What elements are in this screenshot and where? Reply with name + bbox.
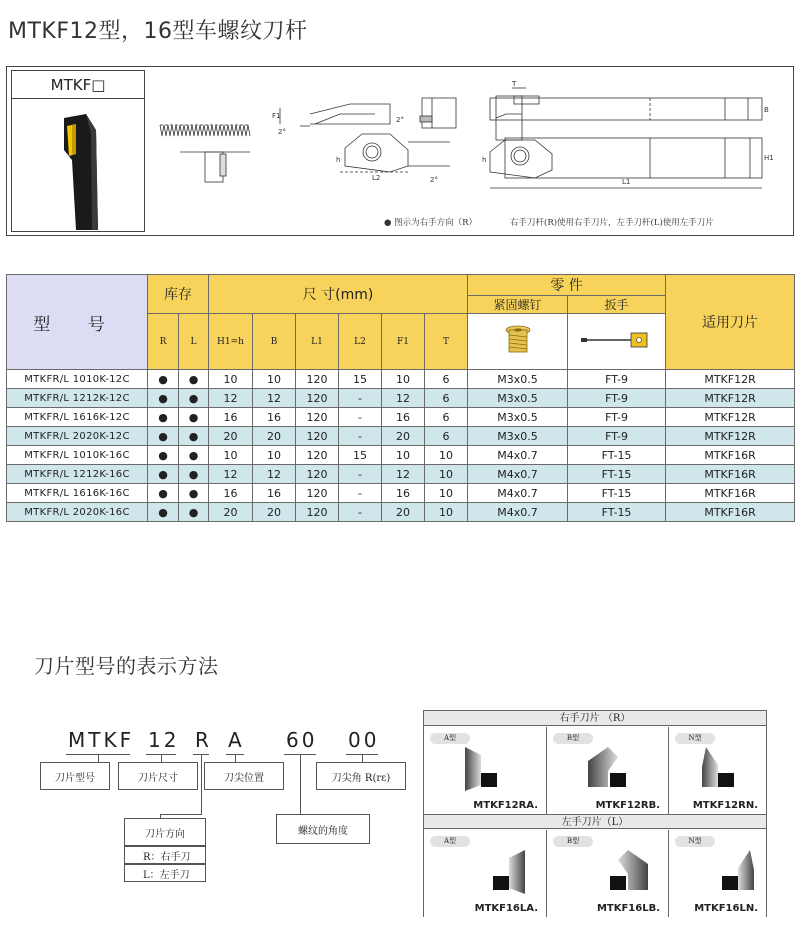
table-cell: 15 xyxy=(339,446,382,465)
table-cell: 12 xyxy=(382,389,425,408)
dim-label: 2° xyxy=(430,176,438,184)
insert-shape-icon xyxy=(578,741,658,795)
table-cell: MTKF12R xyxy=(666,370,795,389)
table-cell: 120 xyxy=(296,446,339,465)
table-cell: MTKFR/L 1616K-16C xyxy=(7,484,148,503)
insert-type-grid xyxy=(423,710,767,917)
table-cell: ● xyxy=(148,408,179,427)
photo-label: MTKF□ xyxy=(12,71,144,99)
dim-label: 2° xyxy=(396,116,404,124)
code-angle: 60 xyxy=(286,728,318,752)
table-cell: 6 xyxy=(425,370,468,389)
table-cell: 10 xyxy=(425,465,468,484)
table-cell: 20 xyxy=(253,427,296,446)
table-cell: 10 xyxy=(253,446,296,465)
table-cell: ● xyxy=(148,503,179,522)
insert-type-label: N型 xyxy=(675,733,715,744)
box-radius: 刀尖角 R(rε) xyxy=(316,762,406,790)
table-cell: 120 xyxy=(296,503,339,522)
insert-name: MTKF12RA. xyxy=(473,800,538,811)
table-cell: MTKFR/L 1616K-12C xyxy=(7,408,148,427)
table-cell: M4x0.7 xyxy=(468,503,568,522)
box-angle: 螺纹的角度 xyxy=(276,814,370,844)
table-row xyxy=(7,503,795,522)
dim-label: F1 xyxy=(272,112,281,120)
box-position: 刀尖位置 xyxy=(204,762,284,790)
table-cell: 120 xyxy=(296,370,339,389)
table-cell: 20 xyxy=(382,427,425,446)
table-cell: - xyxy=(339,389,382,408)
table-cell: MTKFR/L 1212K-16C xyxy=(7,465,148,484)
dim-label: h xyxy=(482,156,487,164)
code-radius: 00 xyxy=(348,728,380,752)
designation-title: 刀片型号的表示方法 xyxy=(34,654,219,678)
technical-drawing xyxy=(150,80,790,215)
usage-note: 右手刀杆(R)使用右手刀片，左手刀杆(L)使用左手刀片 xyxy=(510,218,714,228)
insert-image xyxy=(455,844,535,902)
insert-cell xyxy=(424,830,546,917)
table-cell: 120 xyxy=(296,408,339,427)
insert-name: MTKF16LN. xyxy=(694,903,758,914)
header-wrench: 扳手 xyxy=(568,296,666,314)
subheader-l2: L2 xyxy=(339,314,382,370)
subheader-f1: F1 xyxy=(382,314,425,370)
table-cell: 10 xyxy=(382,370,425,389)
table-cell: FT-15 xyxy=(568,484,666,503)
insert-image xyxy=(455,741,535,799)
header-stock: 库存 xyxy=(148,275,209,314)
insert-image xyxy=(688,844,768,902)
subheader-h1: H1=h xyxy=(209,314,253,370)
insert-shape-icon xyxy=(688,741,768,795)
table-cell: ● xyxy=(179,370,209,389)
thread-workpiece xyxy=(160,125,250,182)
insert-type-label: N型 xyxy=(675,836,715,847)
toolholder-photo xyxy=(12,100,144,232)
code-position: A xyxy=(228,728,245,752)
table-cell: MTKF16R xyxy=(666,465,795,484)
insert-image xyxy=(688,741,768,799)
table-cell: ● xyxy=(148,389,179,408)
direction-note: ● 图示为右手方向（R） xyxy=(384,218,478,228)
table-cell: 20 xyxy=(253,503,296,522)
table-cell: 120 xyxy=(296,465,339,484)
box-model: 刀片型号 xyxy=(40,762,110,790)
wrench-icon xyxy=(577,325,657,355)
table-cell: MTKFR/L 1212K-12C xyxy=(7,389,148,408)
table-row xyxy=(7,389,795,408)
table-cell: ● xyxy=(148,427,179,446)
table-cell: ● xyxy=(148,484,179,503)
dim-label: B xyxy=(764,106,769,114)
table-cell: 16 xyxy=(253,408,296,427)
table-row xyxy=(7,446,795,465)
right-hand-header: 右手刀片 （R） xyxy=(424,711,766,726)
insert-name: MTKF16LA. xyxy=(474,903,538,914)
table-row xyxy=(7,427,795,446)
table-cell: 10 xyxy=(209,446,253,465)
table-cell: ● xyxy=(179,484,209,503)
table-cell: 6 xyxy=(425,389,468,408)
table-cell: 6 xyxy=(425,408,468,427)
code-direction: R xyxy=(195,728,212,752)
product-photo-box xyxy=(11,70,145,232)
table-cell: ● xyxy=(179,465,209,484)
table-cell: 16 xyxy=(253,484,296,503)
table-cell: MTKF16R xyxy=(666,484,795,503)
table-cell: - xyxy=(339,503,382,522)
subheader-t: T xyxy=(425,314,468,370)
insert-shape-icon xyxy=(455,741,535,795)
table-cell: - xyxy=(339,465,382,484)
insert-cell xyxy=(668,727,766,814)
dim-label: 2° xyxy=(278,128,286,136)
table-cell: 120 xyxy=(296,484,339,503)
dim-label: H1 xyxy=(764,154,774,162)
table-row xyxy=(7,408,795,427)
table-cell: ● xyxy=(179,408,209,427)
table-cell: FT-9 xyxy=(568,427,666,446)
table-cell: M3x0.5 xyxy=(468,427,568,446)
table-cell: MTKF12R xyxy=(666,427,795,446)
header-parts: 零 件 xyxy=(468,275,666,296)
table-cell: 16 xyxy=(209,484,253,503)
header-size: 尺 寸(mm) xyxy=(209,275,468,314)
box-left-hand: L：左手刀 xyxy=(124,864,206,882)
table-cell: 120 xyxy=(296,389,339,408)
box-size: 刀片尺寸 xyxy=(118,762,198,790)
table-cell: 10 xyxy=(425,503,468,522)
insert-type-label: B型 xyxy=(553,733,593,744)
table-cell: 16 xyxy=(382,408,425,427)
table-cell: MTKF12R xyxy=(666,408,795,427)
table-row xyxy=(7,370,795,389)
insert-image xyxy=(578,741,658,799)
insert-type-label: A型 xyxy=(430,733,470,744)
dim-label: L2 xyxy=(372,174,381,182)
table-cell: 12 xyxy=(253,465,296,484)
table-cell: 6 xyxy=(425,427,468,446)
table-cell: ● xyxy=(179,446,209,465)
table-cell: ● xyxy=(179,389,209,408)
insert-shape-icon xyxy=(578,844,658,898)
table-cell: 20 xyxy=(209,503,253,522)
insert-cell xyxy=(546,830,668,917)
table-cell: - xyxy=(339,484,382,503)
table-cell: MTKF12R xyxy=(666,389,795,408)
subheader-l: L xyxy=(179,314,209,370)
code-size: 12 xyxy=(148,728,180,752)
insert-cell xyxy=(668,830,766,917)
table-cell: ● xyxy=(148,370,179,389)
header-screw: 紧固螺钉 xyxy=(468,296,568,314)
code-mtkf: MTKF xyxy=(68,728,135,752)
table-cell: MTKFR/L 1010K-16C xyxy=(7,446,148,465)
insert-shape-icon xyxy=(688,844,768,898)
table-cell: M4x0.7 xyxy=(468,484,568,503)
dim-label: L1 xyxy=(622,178,631,186)
table-row xyxy=(7,465,795,484)
table-cell: ● xyxy=(148,465,179,484)
table-cell: - xyxy=(339,427,382,446)
table-row xyxy=(7,484,795,503)
table-cell: 20 xyxy=(209,427,253,446)
table-cell: M3x0.5 xyxy=(468,389,568,408)
table-cell: - xyxy=(339,408,382,427)
subheader-b: B xyxy=(253,314,296,370)
left-hand-header: 左手刀片（L） xyxy=(424,814,766,829)
header-insert: 适用刀片 xyxy=(666,275,795,370)
insert-name: MTKF12RB. xyxy=(595,800,660,811)
insert-image xyxy=(578,844,658,902)
table-cell: 12 xyxy=(209,389,253,408)
box-right-hand: R：右手刀 xyxy=(124,846,206,864)
insert-cell xyxy=(546,727,668,814)
insert-name: MTKF16LB. xyxy=(596,903,660,914)
table-cell: ● xyxy=(148,446,179,465)
table-cell: 10 xyxy=(425,484,468,503)
table-cell: FT-9 xyxy=(568,389,666,408)
table-cell: 10 xyxy=(425,446,468,465)
table-cell: M3x0.5 xyxy=(468,370,568,389)
table-cell: FT-9 xyxy=(568,370,666,389)
table-cell: M4x0.7 xyxy=(468,446,568,465)
insert-type-label: A型 xyxy=(430,836,470,847)
box-direction: 刀片方向 xyxy=(124,818,206,846)
dim-label: T xyxy=(512,80,517,88)
table-cell: 16 xyxy=(382,484,425,503)
page-title: MTKF12型，16型车螺纹刀杆 xyxy=(8,19,308,44)
insert-name: MTKF12RN. xyxy=(692,800,758,811)
table-cell: FT-9 xyxy=(568,408,666,427)
spec-table xyxy=(6,274,795,522)
table-cell: ● xyxy=(179,503,209,522)
table-cell: MTKFR/L 2020K-16C xyxy=(7,503,148,522)
screw-image xyxy=(468,314,568,370)
table-cell: FT-15 xyxy=(568,446,666,465)
table-cell: M4x0.7 xyxy=(468,465,568,484)
table-cell: MTKFR/L 2020K-12C xyxy=(7,427,148,446)
table-cell: MTKF16R xyxy=(666,446,795,465)
table-cell: M3x0.5 xyxy=(468,408,568,427)
wrench-image xyxy=(568,314,666,370)
table-cell: 10 xyxy=(209,370,253,389)
table-cell: 10 xyxy=(382,446,425,465)
table-cell: 12 xyxy=(209,465,253,484)
subheader-r: R xyxy=(148,314,179,370)
table-cell: 10 xyxy=(253,370,296,389)
table-cell: 12 xyxy=(382,465,425,484)
table-cell: MTKF16R xyxy=(666,503,795,522)
insert-cell xyxy=(424,727,546,814)
table-cell: MTKFR/L 1010K-12C xyxy=(7,370,148,389)
table-cell: 20 xyxy=(382,503,425,522)
table-cell: 120 xyxy=(296,427,339,446)
screw-icon xyxy=(498,323,538,357)
header-model: 型 号 xyxy=(7,275,148,370)
table-cell: 16 xyxy=(209,408,253,427)
table-cell: FT-15 xyxy=(568,503,666,522)
dim-label: h xyxy=(336,156,341,164)
table-cell: 15 xyxy=(339,370,382,389)
subheader-l1: L1 xyxy=(296,314,339,370)
table-cell: ● xyxy=(179,427,209,446)
table-cell: FT-15 xyxy=(568,465,666,484)
insert-type-label: B型 xyxy=(553,836,593,847)
table-cell: 12 xyxy=(253,389,296,408)
insert-shape-icon xyxy=(455,844,535,898)
